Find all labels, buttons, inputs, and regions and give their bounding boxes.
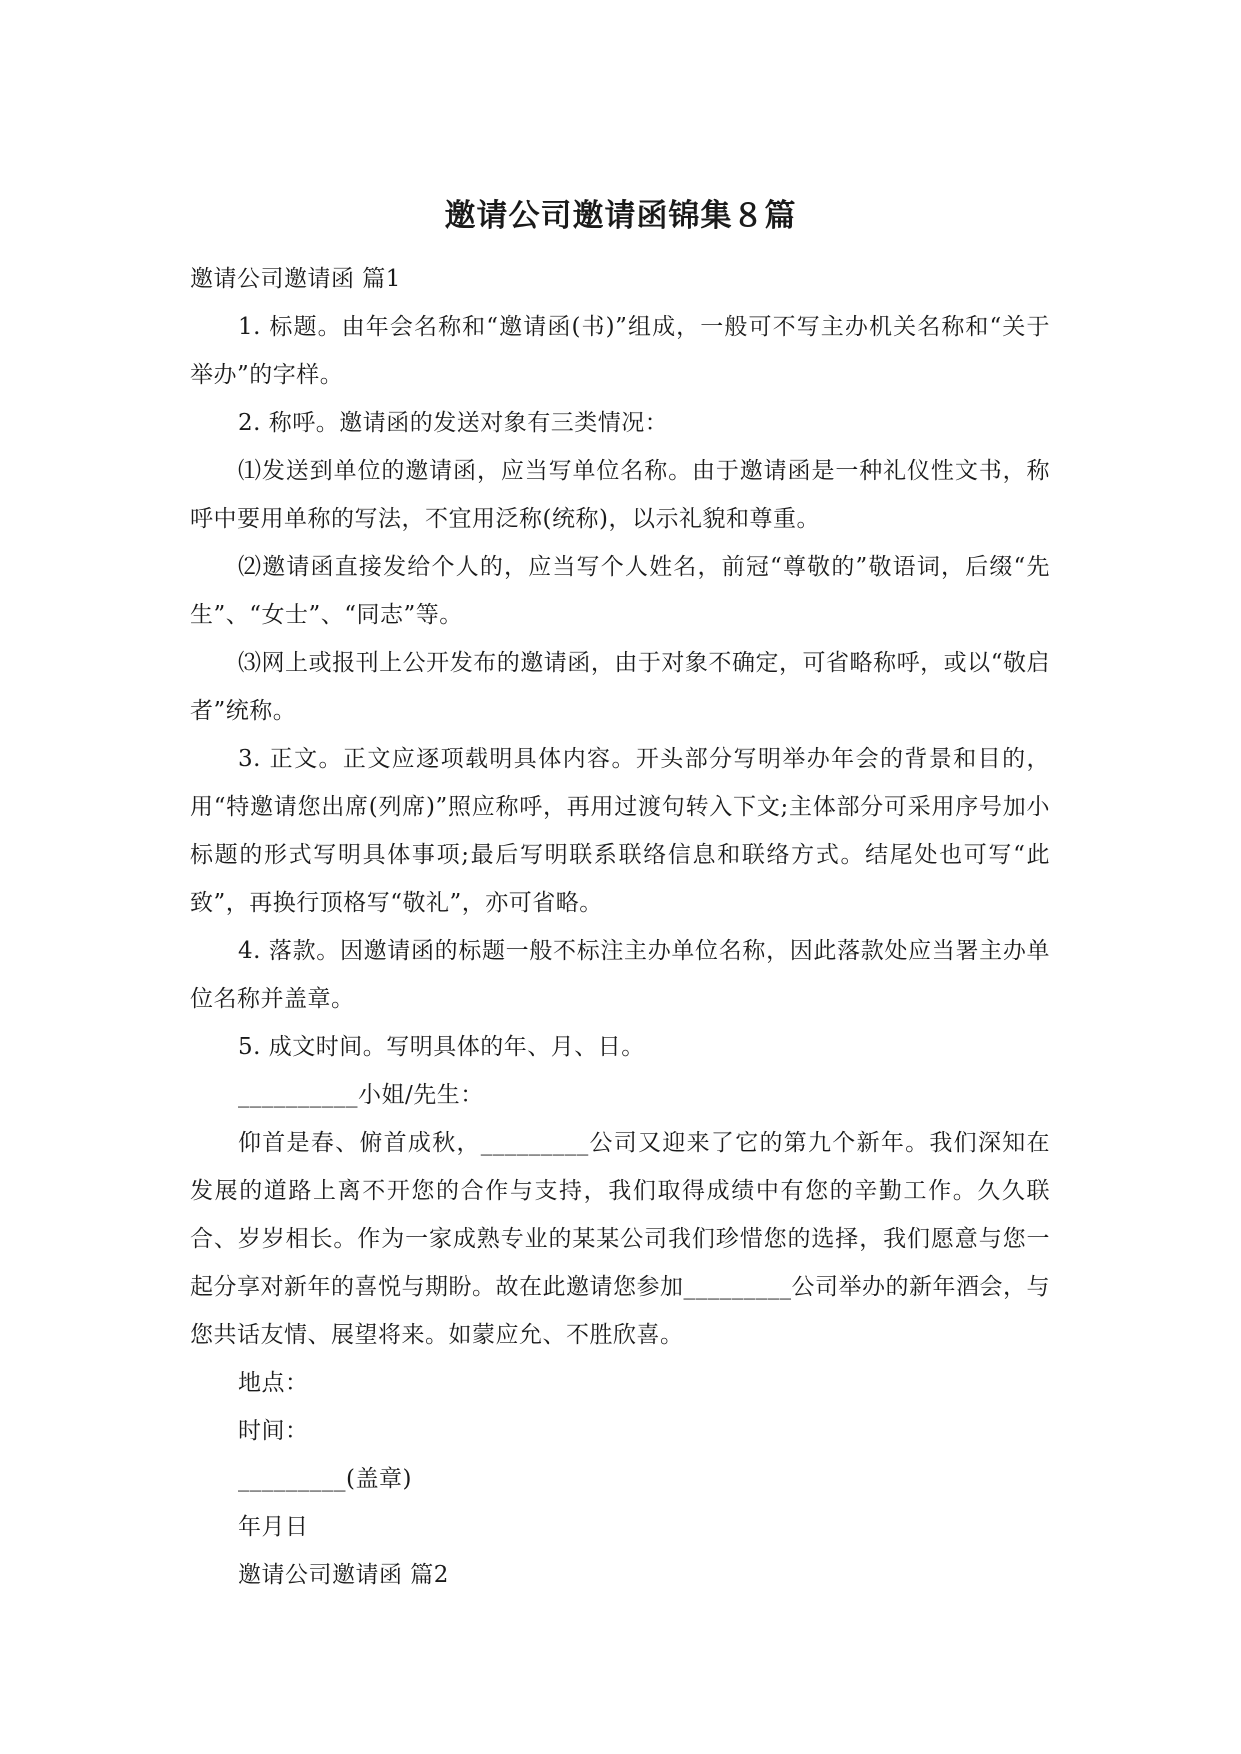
document-title: 邀请公司邀请函锦集８篇 xyxy=(444,198,797,234)
letter-time: 时间： xyxy=(238,1418,309,1444)
paragraph-salutation-public: ⑶网上或报刊上公开发布的邀请函，由于对象不确定，可省略称呼，或以“敬启者”统称。 xyxy=(190,650,1050,724)
letter-salutation: __________小姐/先生： xyxy=(238,1082,484,1108)
paragraph-title-rule: 1. 标题。由年会名称和“邀请函(书)”组成，一般可不写主办机关名称和“关于举办”的字样。 xyxy=(190,314,1050,388)
letter-date: 年月日 xyxy=(238,1514,309,1540)
section-heading-2: 邀请公司邀请函 篇2 xyxy=(238,1562,449,1588)
paragraph-salutation-person: ⑵邀请函直接发给个人的，应当写个人姓名，前冠“尊敬的”敬语词，后缀“先生”、“女士”、“同志”等。 xyxy=(190,554,1050,628)
letter-location: 地点： xyxy=(238,1370,309,1396)
paragraph-date-rule: 5. 成文时间。写明具体的年、月、日。 xyxy=(238,1034,645,1060)
paragraph-salutation-unit: ⑴发送到单位的邀请函，应当写单位名称。由于邀请函是一种礼仪性文书，称呼中要用单称的写法，不宜用泛称(统称)，以示礼貌和尊重。 xyxy=(190,458,1050,532)
section-heading-1: 邀请公司邀请函 篇1 xyxy=(190,266,401,292)
paragraph-signature-rule: 4. 落款。因邀请函的标题一般不标注主办单位名称，因此落款处应当署主办单位名称并盖章。 xyxy=(190,938,1050,1012)
letter-seal: _________(盖章) xyxy=(238,1466,412,1492)
letter-body: 仰首是春、俯首成秋，_________公司又迎来了它的第九个新年。我们深知在发展的道路上离不开您的合作与支持，我们取得成绩中有您的辛勤工作。久久联合、岁岁相长。作为一家成熟专业的某某公司我们珍惜您的选择，我们愿意与您一起分享对新年的喜悦与期盼。故在此邀请您参加_________公司举办的新年酒会，与您共话友情、展望将来。如蒙应允、不胜欣喜。 xyxy=(190,1130,1050,1348)
paragraph-body-rule: 3. 正文。正文应逐项载明具体内容。开头部分写明举办年会的背景和目的，用“特邀请您出席(列席)”照应称呼，再用过渡句转入下文;主体部分可采用序号加小标题的形式写明具体事项;最后写明联系联络信息和联络方式。结尾处也可写“此致”，再换行顶格写“敬礼”，亦可省略。 xyxy=(190,746,1050,916)
document-body xyxy=(190,255,1050,1599)
paragraph-salutation-rule: 2. 称呼。邀请函的发送对象有三类情况： xyxy=(238,410,669,436)
